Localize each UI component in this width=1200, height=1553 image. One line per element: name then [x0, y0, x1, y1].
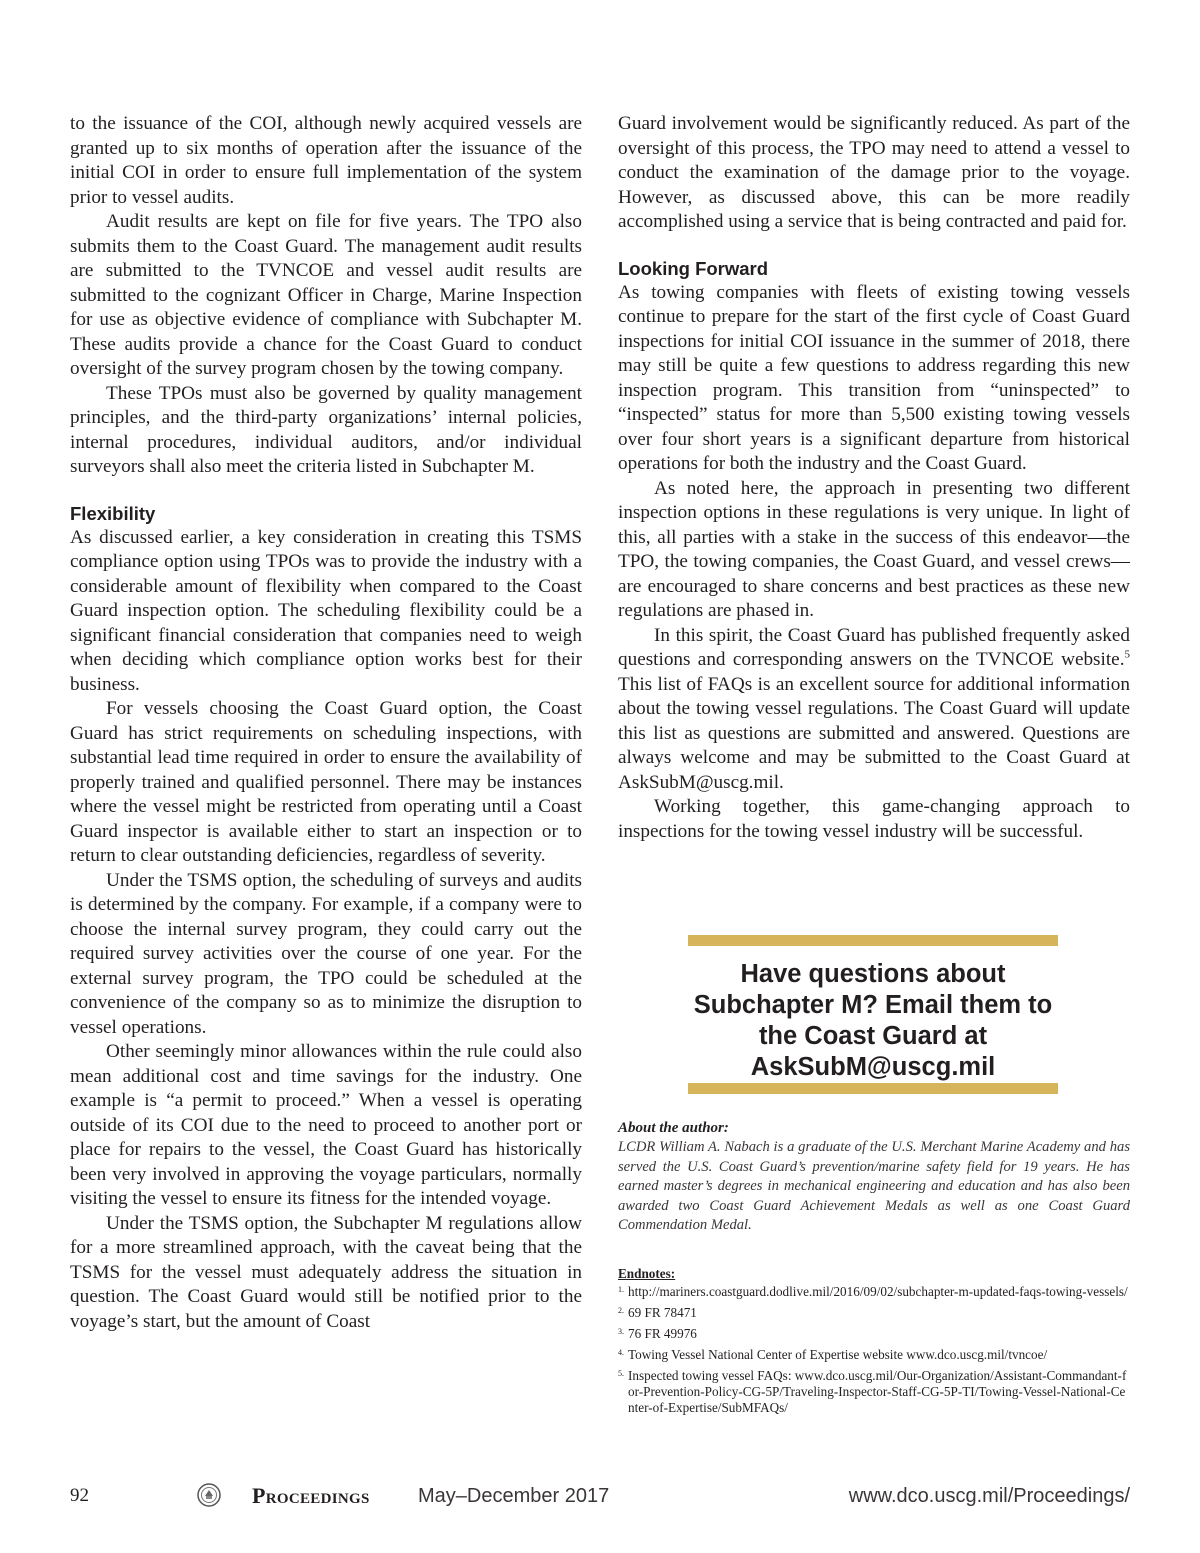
endnote-link[interactable]: http://mariners.coastguard.dodlive.mil/2016/09/02/subchapter-m-updated-faqs-towing-vessels/: [628, 1284, 1128, 1299]
left-paragraph-6: Under the TSMS option, the scheduling of surveys and audits is determined by the company. For example, if a company were to choose the internal survey program, they could carry out the required survey activities over the course of one year. For the external survey program, the TPO could be scheduled at the convenience of the company so as to minimize the disruption to vessel operations.: [70, 869, 582, 1038]
endnotes-heading: Endnotes:: [618, 1266, 676, 1281]
callout-text: Have questions about Subchapter M? Email them to the Coast Guard at AskSubM@uscg.mil: [693, 960, 1053, 1081]
left-column: [70, 112, 582, 1334]
left-paragraph-8: Under the TSMS option, the Subchapter M regulations allow for a more streamlined approach, with the caveat being that the TSMS for the vessel must adequately address the situation in question. The Coast Guard would still be notified prior to the voyage’s start, but the amount of Coast: [70, 1212, 582, 1332]
endnote-item: [618, 1284, 1130, 1300]
callout-top-bar: [688, 935, 1058, 946]
right-paragraph-4: [618, 624, 1130, 796]
about-author: [618, 1118, 1130, 1236]
left-paragraph-2: Audit results are kept on file for five years. The TPO also submits them to the Coast Guard. The management audit results are submitted to the TVNCOE and vessel audit results are submitted to the cognizant Officer in Charge, Marine Inspection for use as objective evidence of compliance with Subchapter M. These audits provide a chance for the Coast Guard to conduct oversight of the survey program chosen by the towing company.: [70, 211, 582, 379]
endnote-text: 69 FR 78471: [628, 1305, 697, 1320]
callout-bottom-bar: [688, 1083, 1058, 1094]
paragraph-4-text-b: This list of FAQs is an excellent source for additional information about the towing vessel regulations. The Coast Guard will update this list as questions are submitted and answered. Questions are always welcome and may be submitted to the Coast Guard at AskSubM@uscg.mil.: [618, 673, 1130, 793]
footer-url[interactable]: www.dco.uscg.mil/Proceedings/: [848, 1485, 1130, 1507]
right-paragraph-2: As towing companies with fleets of existing towing vessels continue to prepare for the start of the first cycle of Coast Guard inspections for initial COI issuance in the summer of 2018, there may still be quite a few questions to address regarding this new inspection program. This transition from “uninspected” to “inspected” status for more than 5,500 existing towing vessels over four short years is a significant departure from historical operations for both the industry and the Coast Guard.: [618, 281, 1130, 474]
endnote-number: 5.: [618, 1369, 624, 1378]
left-paragraph-7: Other seemingly minor allowances within the rule could also mean additional cost and time savings for the industry. One example is “a permit to proceed.” When a vessel is operating outside of its COI due to the need to proceed to another port or place for repairs to the vessel, the Coast Guard has historically been very involved in approving the voyage particulars, normally visiting the vessel to ensure its fitness for the intended voyage.: [70, 1041, 582, 1209]
paragraph-4-text-a: In this spirit, the Coast Guard has published frequently asked questions and corresponding answers on the TVNCOE website.: [618, 624, 1130, 670]
page-footer: [70, 1483, 1130, 1511]
endnote-item: [618, 1326, 1130, 1342]
endnote-item: [618, 1368, 1130, 1416]
endnote-number: 2.: [618, 1306, 624, 1315]
left-paragraph-4: As discussed earlier, a key consideration in creating this TSMS compliance option using TPOs was to provide the industry with a considerable amount of flexibility when compared to the Coast Guard inspection option. The scheduling flexibility could be a significant financial consideration that companies need to weigh when deciding which compliance option works best for their business.: [70, 526, 582, 695]
endnote-item: [618, 1305, 1130, 1321]
issue-date: May–December 2017: [418, 1485, 610, 1507]
about-author-heading: About the author:: [618, 1120, 729, 1136]
right-paragraph-5: Working together, this game-changing approach to inspections for the towing vessel industry will be successful.: [618, 796, 1130, 842]
coast-guard-seal-icon: [197, 1483, 221, 1507]
right-paragraph-3: As noted here, the approach in presenting two different inspection options in these regulations is very unique. In light of this, all parties with a stake in the success of this endeavor—the TPO, the towing companies, the Coast Guard, and vessel crews—are encouraged to share concerns and best practices as these new regulations are phased in.: [618, 477, 1130, 621]
page-number: 92: [70, 1485, 89, 1506]
endnotes: [618, 1266, 1130, 1421]
endnote-text[interactable]: Towing Vessel National Center of Expertise website www.dco.uscg.mil/tvncoe/: [628, 1347, 1048, 1362]
left-paragraph-1: to the issuance of the COI, although newly acquired vessels are granted up to six months of operation after the issuance of the initial COI in order to ensure full implementation of the system prior to vessel audits.: [70, 113, 582, 208]
heading-flexibility: Flexibility: [70, 502, 156, 524]
endnote-text: 76 FR 49976: [628, 1326, 697, 1341]
left-paragraph-5: For vessels choosing the Coast Guard option, the Coast Guard has strict requirements on scheduling inspections, with substantial lead time required in order to ensure the availability of properly trained and qualified personnel. There may be instances where the vessel might be restricted from operating until a Coast Guard inspector is available either to start an inspection or to return to clear outstanding deficiencies, regardless of severity.: [70, 698, 582, 866]
callout-box: [688, 935, 1058, 1105]
right-paragraph-1: Guard involvement would be significantly reduced. As part of the oversight of this process, the TPO may need to attend a vessel to conduct the examination of the damage prior to the voyage. However, as discussed above, this can be more readily accomplished using a service that is being contracted and paid for.: [618, 113, 1130, 232]
publication-name: Proceedings: [252, 1483, 370, 1508]
left-paragraph-3: These TPOs must also be governed by quality management principles, and the third-party organizations’ internal policies, internal procedures, individual auditors, and/or individual surveyors shall also meet the criteria listed in Subchapter M.: [70, 382, 582, 477]
about-author-text: LCDR William A. Nabach is a graduate of the U.S. Merchant Marine Academy and has served the U.S. Coast Guard’s prevention/marine safety field for 19 years. He has earned master’s degrees in mechanical engineering and education and has also been awarded two Coast Guard Achievement Medals as well as one Coast Guard Commendation Medal.: [618, 1139, 1130, 1234]
heading-looking-forward: Looking Forward: [618, 257, 769, 279]
endnote-number: 1.: [618, 1285, 624, 1294]
endnote-number: 4.: [618, 1348, 624, 1357]
right-column: [618, 112, 1130, 844]
endnote-number: 3.: [618, 1327, 624, 1336]
endnote-text[interactable]: Inspected towing vessel FAQs: www.dco.uscg.mil/Our-Organization/Assistant-Commandant-for-Prevention-Policy-CG-5P/Traveling-Inspector-Staff-CG-5P-TI/Towing-Vessel-National-Center-of-Expertise/SubMFAQs/: [628, 1368, 1127, 1415]
endnote-ref-5[interactable]: 5: [1124, 648, 1130, 661]
endnote-item: [618, 1347, 1130, 1363]
